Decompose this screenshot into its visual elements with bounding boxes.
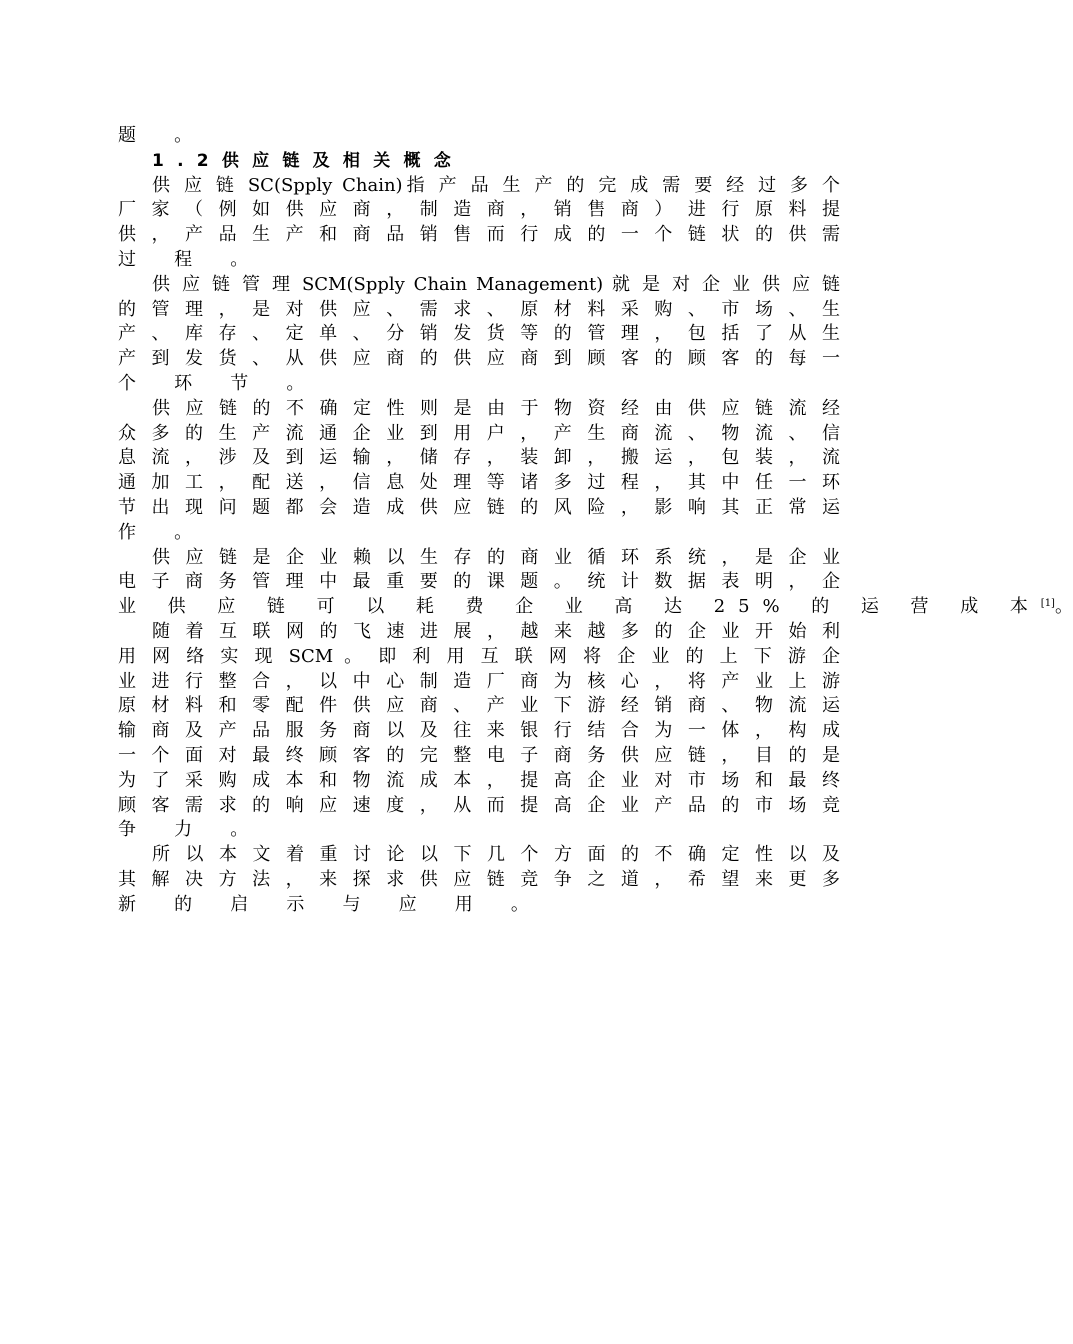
- text-line: 个 环 节 。: [118, 372, 321, 394]
- text-line: 供 ， 产 品 生 产 和 商 品 销 售 而 行 成 的 一 个 链 状 的 供 需: [118, 224, 840, 246]
- text-line: 供 应 链 是 企 业 赖 以 生 存 的 商 业 循 环 系 统 ， 是 企 业: [152, 546, 840, 568]
- text-line: 用 网 络 实 现 SCM 。 即 利 用 互 联 网 将 企 业 的 上 下 游 企: [118, 645, 840, 667]
- text-line: 随 着 互 联 网 的 飞 速 进 展 ， 越 来 越 多 的 企 业 开 始 利: [152, 620, 840, 642]
- text-line: 节 出 现 问 题 都 会 造 成 供 应 链 的 风 险 ， 影 响 其 正 常 运: [118, 496, 840, 518]
- text-segment: 业 供 应 链 可 以 耗 费 企 业 高 达 25% 的 运 营 成 本: [118, 596, 1041, 618]
- text-line: 顾 客 需 求 的 响 应 速 度 ， 从 而 提 高 企 业 产 品 的 市 场 竞: [118, 794, 840, 816]
- text-line: 争 力 。: [118, 819, 265, 841]
- text-line: 通 加 工 ， 配 送 ， 信 息 处 理 等 诸 多 过 程 ， 其 中 任 一 环: [118, 472, 840, 494]
- document-page: [118, 124, 1073, 918]
- text-line: 为 了 采 购 成 本 和 物 流 成 本 ， 提 高 企 业 对 市 场 和 最 终: [118, 769, 840, 791]
- text-line: 电 子 商 务 管 理 中 最 重 要 的 课 题 。 统 计 数 据 表 明 ， 企: [118, 571, 840, 593]
- text-line: 其 解 决 方 法 ， 来 探 求 供 应 链 竞 争 之 道 ， 希 望 来 更 多: [118, 868, 840, 890]
- text-line: 输 商 及 产 品 服 务 商 以 及 往 来 银 行 结 合 为 一 体 ， 构 成: [118, 720, 840, 742]
- text-line: 一 个 面 对 最 终 顾 客 的 完 整 电 子 商 务 供 应 链 ， 目 的 是: [118, 744, 840, 766]
- text-line: 业 进 行 整 合 ， 以 中 心 制 造 厂 商 为 核 心 ， 将 产 业 上 游: [118, 670, 840, 692]
- text-line: 众 多 的 生 产 流 通 企 业 到 用 户 ， 产 生 商 流 、 物 流 、 信: [118, 422, 840, 444]
- text-line: 作 。: [118, 521, 209, 543]
- text-line: 厂 家 （ 例 如 供 应 商 ， 制 造 商 ， 销 售 商 ） 进 行 原 料 提: [118, 199, 840, 221]
- text-line: 的 管 理 ， 是 对 供 应 、 需 求 、 原 材 料 采 购 、 市 场 、 生: [118, 298, 840, 320]
- text-line: 产 到 发 货 、 从 供 应 商 的 供 应 商 到 顾 客 的 顾 客 的 每 一: [118, 348, 840, 370]
- text-line: 新 的 启 示 与 应 用 。: [118, 893, 546, 915]
- text-line: 所 以 本 文 着 重 讨 论 以 下 几 个 方 面 的 不 确 定 性 以 及: [152, 844, 840, 866]
- text-line-with-citation: [118, 595, 1073, 620]
- text-line: 供 应 链 的 不 确 定 性 则 是 由 于 物 资 经 由 供 应 链 流 经: [152, 397, 840, 419]
- text-line: 产 、 库 存 、 定 单 、 分 销 发 货 等 的 管 理 ， 包 括 了 从 生: [118, 323, 840, 345]
- text-segment: 。: [1054, 596, 1073, 618]
- section-heading: 1.2供应链及相关概念: [152, 150, 464, 171]
- text-line: 供 应 链 SC(Spply Chain)指 产 品 生 产 的 完 成 需 要 经 过 多 个: [152, 174, 840, 196]
- text-line: 原 材 料 和 零 配 件 供 应 商 、 产 业 下 游 经 销 商 、 物 流 运: [118, 695, 840, 717]
- text-line: 题 。: [118, 125, 209, 146]
- text-line: 息 流 ， 涉 及 到 运 输 ， 储 存 ， 装 卸 ， 搬 运 ， 包 装 ， 流: [118, 447, 840, 469]
- text-line: 过 程 。: [118, 248, 265, 270]
- citation-marker: [1]: [1040, 598, 1055, 610]
- text-line: 供 应 链 管 理 SCM(Spply Chain Management) 就 是 对 企 业 供 应 链: [152, 273, 840, 295]
